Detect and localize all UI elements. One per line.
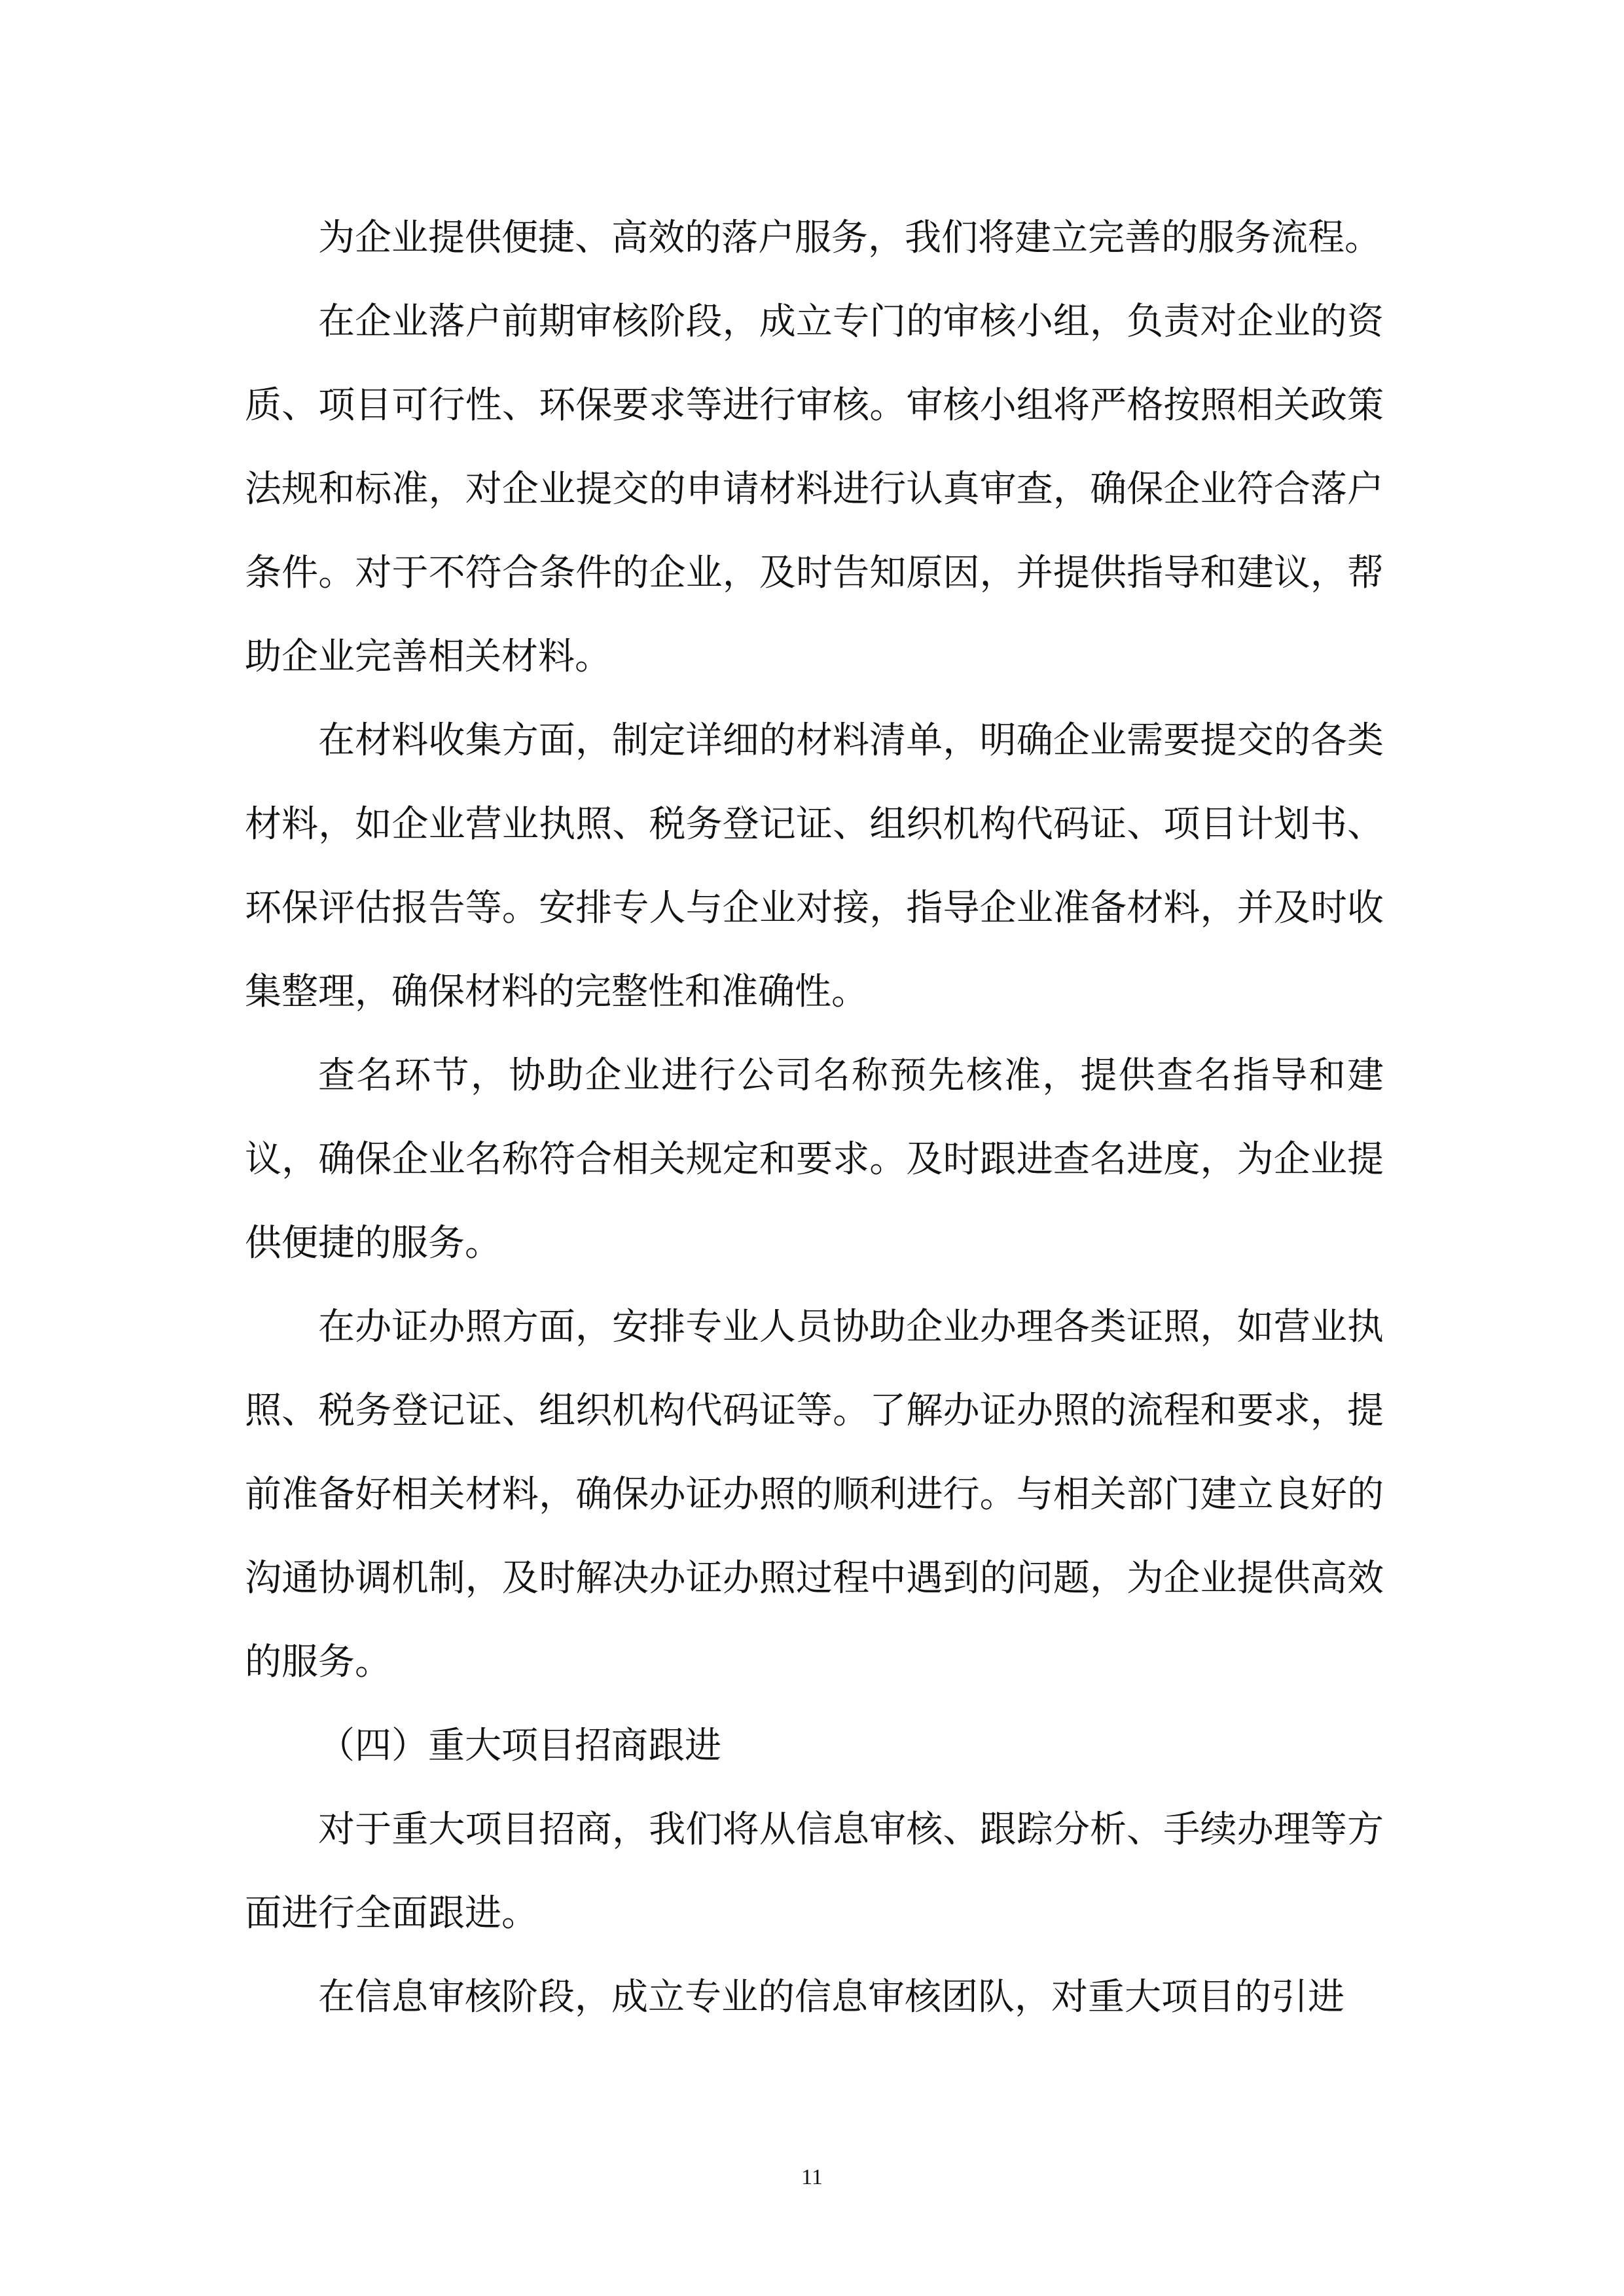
page-number: 11 (801, 2165, 823, 2189)
paragraph-major-project-intro: 对于重大项目招商，我们将从信息审核、跟踪分析、手续办理等方面进行全面跟进。 (245, 1808, 1384, 1935)
paragraph-intro: 为企业提供便捷、高效的落户服务，我们将建立完善的服务流程。 (318, 217, 1381, 259)
paragraph-licensing: 在办证办照方面，安排专业人员协助企业办理各类证照，如营业执照、税务登记证、组织机构代码证等。了解办证办照的流程和要求，提前准备好相关材料，确保办证办照的顺利进行。与相关部门建立良好的沟通协调机制，及时解决办证办照过程中遇到的问题，为企业提供高效的服务。 (245, 1306, 1384, 1683)
paragraph-pre-review: 在企业落户前期审核阶段，成立专门的审核小组，负责对企业的资质、项目可行性、环保要求等进行审核。审核小组将严格按照相关政策法规和标准，对企业提交的申请材料进行认真审查，确保企业符合落户条件。对于不符合条件的企业，及时告知原因，并提供指导和建议，帮助企业完善相关材料。 (245, 300, 1384, 678)
section-heading: （四）重大项目招商跟进 (318, 1725, 721, 1767)
paragraph-material-collection: 在材料收集方面，制定详细的材料清单，明确企业需要提交的各类材料，如企业营业执照、税务登记证、组织机构代码证、项目计划书、环保评估报告等。安排专人与企业对接，指导企业准备材料，并及时收集整理，确保材料的完整性和准确性。 (245, 719, 1384, 1013)
paragraph-name-check: 查名环节，协助企业进行公司名称预先核准，提供查名指导和建议，确保企业名称符合相关规定和要求。及时跟进查名进度，为企业提供便捷的服务。 (245, 1054, 1384, 1265)
paragraph-info-review: 在信息审核阶段，成立专业的信息审核团队，对重大项目的引进 (318, 1976, 1344, 2018)
document-body (245, 196, 1384, 2039)
